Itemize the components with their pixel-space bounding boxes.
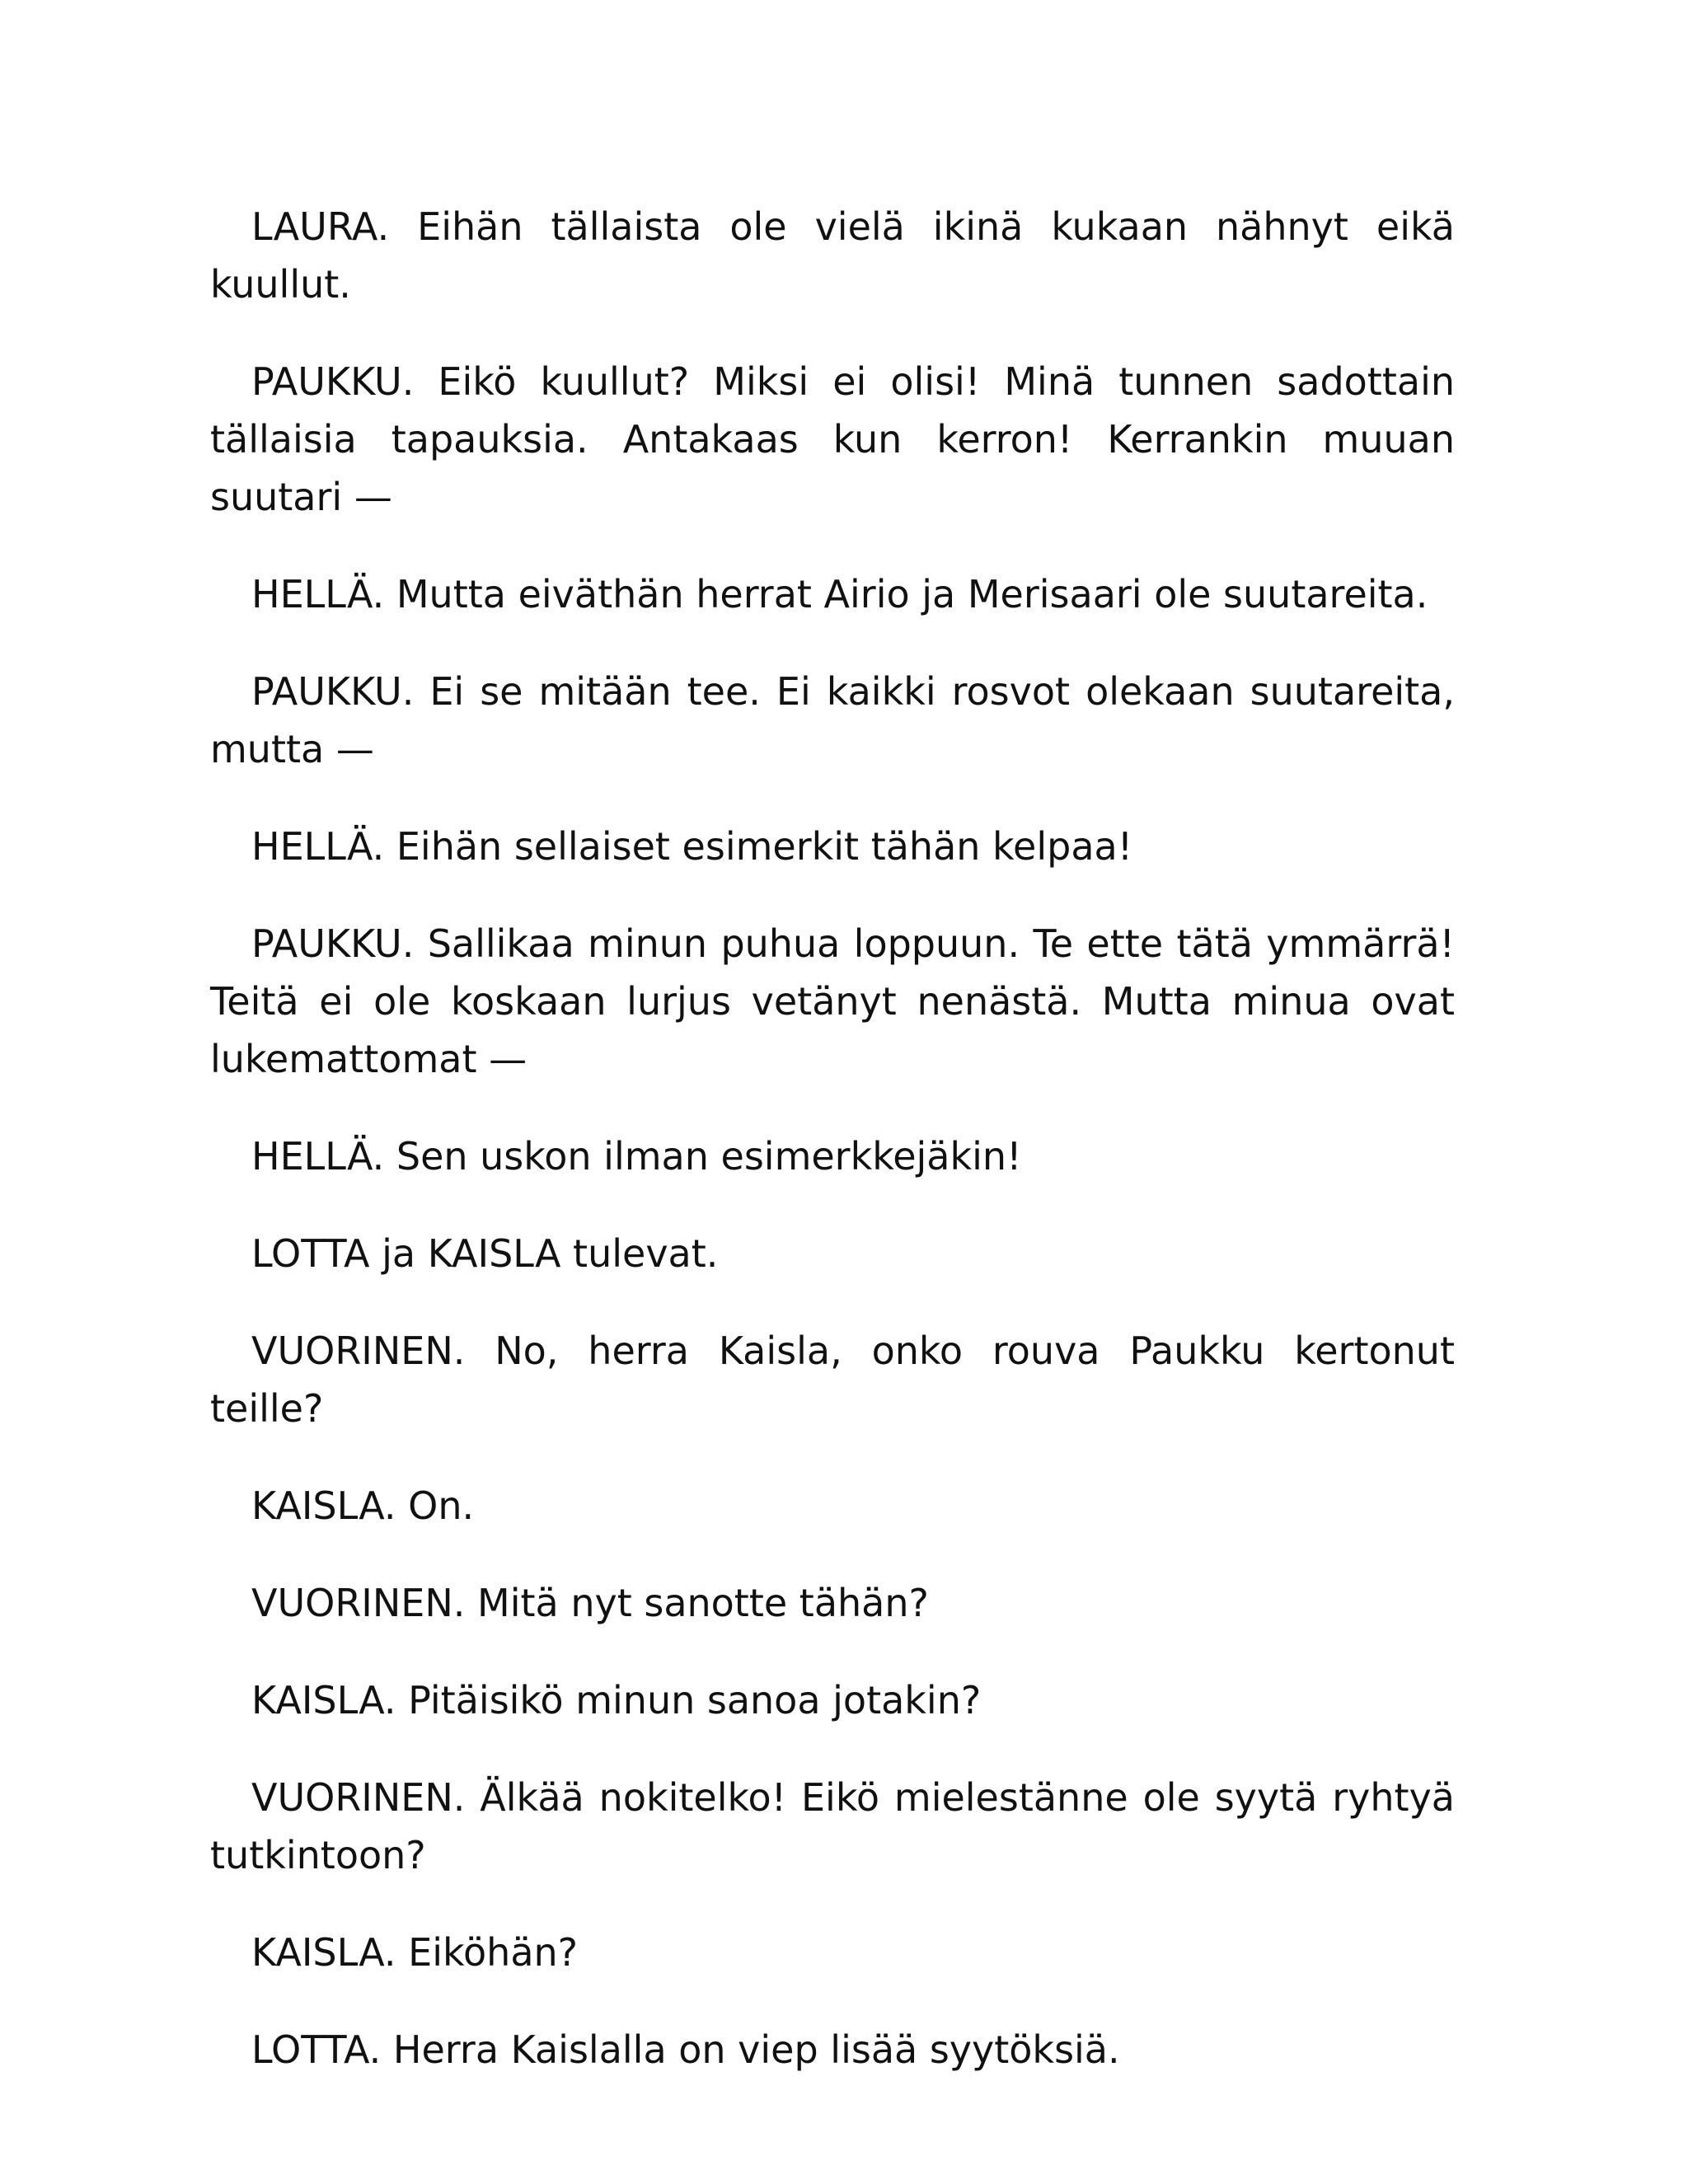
dialogue-line-laura: LAURA. Eihän tällaista ole vielä ikinä kukaan nähnyt eikä kuullut. (210, 204, 1455, 307)
dialogue-line-kaisla: KAISLA. Pitäisikö minun sanoa jotakin? (251, 1678, 982, 1722)
dialogue-line-paukku: PAUKKU. Ei se mitään tee. Ei kaikki rosvot olekaan suutareita, mutta — (210, 669, 1455, 771)
stage-direction: LOTTA ja KAISLA tulevat. (251, 1231, 719, 1276)
dialogue-line-lotta: LOTTA. Herra Kaislalla on viep lisää syytöksiä. (251, 2027, 1120, 2072)
dialogue-line-vuorinen: VUORINEN. No, herra Kaisla, onko rouva Paukku kertonut teille? (210, 1329, 1455, 1431)
dialogue-line-vuorinen: VUORINEN. Älkää nokitelko! Eikö mielestänne ole syytä ryhtyä tutkintoon? (210, 1775, 1455, 1877)
dialogue-line-hella: HELLÄ. Sen uskon ilman esimerkkejäkin! (251, 1134, 1022, 1179)
dialogue-line-kaisla: KAISLA. Eiköhän? (251, 1930, 579, 1975)
dialogue-line-vuorinen: VUORINEN. Mitä nyt sanotte tähän? (251, 1581, 929, 1625)
dialogue-line-paukku: PAUKKU. Eikö kuullut? Miksi ei olisi! Minä tunnen sadottain tällaisia tapauksia. Antakaas kun kerron! Kerrankin muuan suutari — (210, 359, 1455, 519)
dialogue-line-kaisla: KAISLA. On. (251, 1483, 475, 1528)
dialogue-line-paukku: PAUKKU. Sallikaa minun puhua loppuun. Te ette tätä ymmärrä! Teitä ei ole koskaan lurjus vetänyt nenästä. Mutta minua ovat lukemattomat — (210, 921, 1455, 1081)
document-page (210, 198, 1455, 2118)
dialogue-line-hella: HELLÄ. Eihän sellaiset esimerkit tähän kelpaa! (251, 824, 1133, 869)
dialogue-line-hella: HELLÄ. Mutta eiväthän herrat Airio ja Merisaari ole suutareita. (251, 572, 1428, 616)
